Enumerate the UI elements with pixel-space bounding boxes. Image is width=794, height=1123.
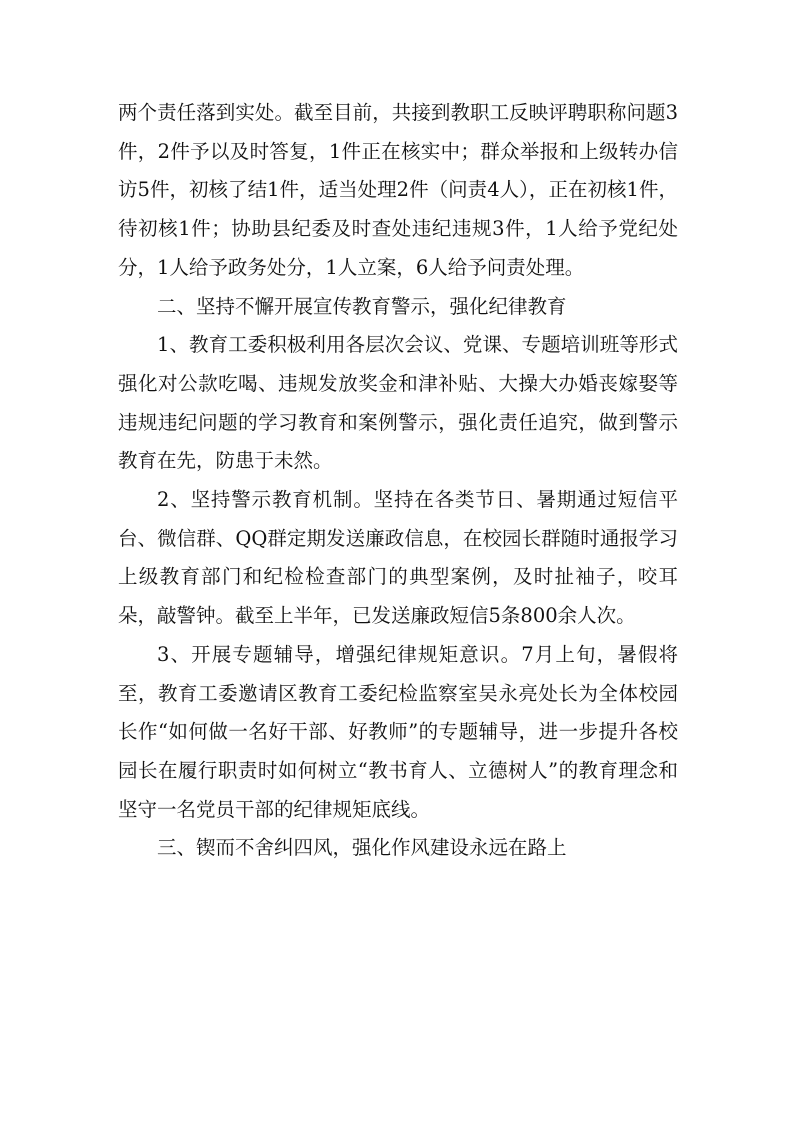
section-heading-3: 三、锲而不舍纠四风，强化作风建设永远在路上: [157, 836, 567, 860]
section-heading-2: 二、坚持不懈开展宣传教育警示，强化纪律教育: [157, 294, 567, 318]
paragraph-item-3: 3、开展专题辅导，增强纪律规矩意识。7月上旬，暑假将至，教育工委邀请区教育工委纪检监察室吴永亮处长为全体校园长作“如何做一名好干部、好教师”的专题辅导，进一步提升各校园长在履行职责时如何树立“教书育人、立德树人”的教育理念和坚守一名党员干部的纪律规矩底线。: [118, 642, 678, 821]
document-body: [118, 94, 678, 868]
paragraph-item-2: 2、坚持警示教育机制。坚持在各类节日、暑期通过短信平台、微信群、QQ群定期发送廉政信息，在校园长群随时通报学习上级教育部门和纪检检查部门的典型案例，及时扯袖子，咬耳朵，敲警钟。截至上半年，已发送廉政短信5条800余人次。: [118, 488, 678, 628]
paragraph-item-1: 1、教育工委积极利用各层次会议、党课、专题培训班等形式强化对公款吃喝、违规发放奖金和津补贴、大操大办婚丧嫁娶等违规违纪问题的学习教育和案例警示，强化责任追究，做到警示教育在先，防患于未然。: [118, 333, 678, 473]
paragraph-accountability-stats: 两个责任落到实处。截至目前，共接到教职工反映评聘职称问题3件，2件予以及时答复，1件正在核实中；群众举报和上级转办信访5件，初核了结1件，适当处理2件（问责4人），正在初核1件，待初核1件；协助县纪委及时查处违纪违规3件，1人给予党纪处分，1人给予政务处分，1人立案，6人给予问责处理。: [118, 101, 678, 279]
